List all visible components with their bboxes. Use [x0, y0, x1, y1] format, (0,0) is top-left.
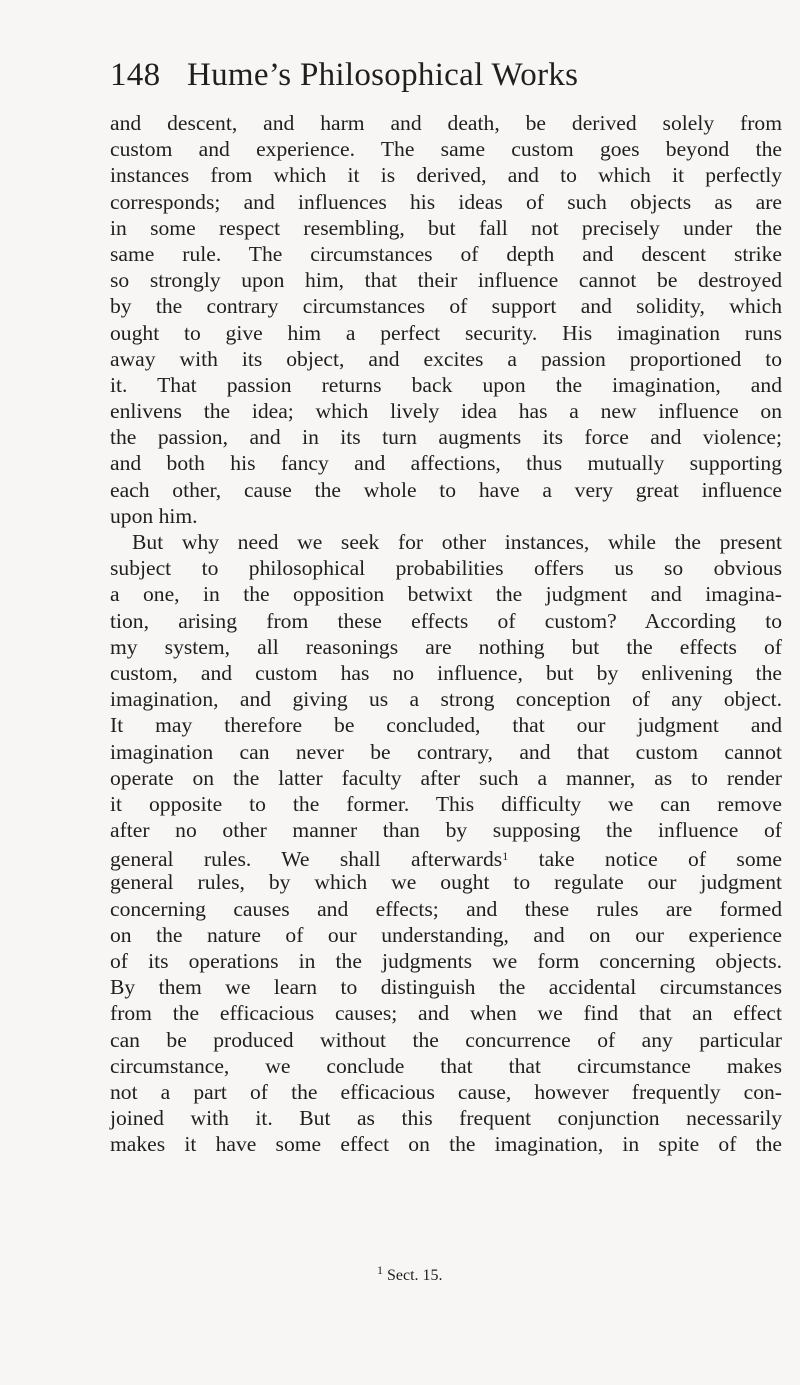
text-line: subject to philosophical probabilities offers us so obvious — [110, 556, 782, 581]
footnote-number: 1 — [377, 1263, 383, 1277]
text-line: joined with it. But as this frequent conjunction necessarily — [110, 1106, 782, 1131]
text-segment: take notice of some — [508, 847, 782, 872]
text-line: But why need we seek for other instances, while the present — [132, 530, 782, 554]
text-line: after no other manner than by supposing the influence of — [110, 818, 782, 843]
text-line: my system, all reasonings are nothing but the effects of — [110, 634, 782, 659]
text-line: custom, and custom has no influence, but by enlivening the — [110, 660, 782, 685]
text-line: it. That passion returns back upon the imagination, and — [110, 372, 782, 397]
text-line: on the nature of our understanding, and on our experience — [110, 922, 782, 947]
text-line: tion, arising from these effects of custom? According to — [110, 608, 782, 633]
text-line: a one, in the opposition betwixt the judgment and imagina- — [110, 582, 782, 607]
text-line: and both his fancy and affections, thus mutually supporting — [110, 451, 782, 476]
text-line: in some respect resembling, but fall not precisely under the — [110, 215, 782, 240]
running-title: Hume’s Philosophical Works — [186, 57, 579, 93]
text-line: away with its object, and excites a passion proportioned to — [110, 346, 782, 371]
text-line: so strongly upon him, that their influence cannot be destroyed — [110, 268, 782, 293]
text-line: each other, cause the whole to have a very great influence — [110, 477, 782, 502]
text-line: not a part of the efficacious cause, however frequently con- — [110, 1079, 782, 1104]
text-line: from the efficacious causes; and when we find that an effect — [110, 1001, 782, 1026]
text-line: same rule. The circumstances of depth and descent strike — [110, 241, 782, 266]
text-line: imagination can never be contrary, and that custom cannot — [110, 739, 782, 764]
text-line: and descent, and harm and death, be derived solely from — [110, 111, 782, 135]
text-segment: general rules. We shall afterwards — [110, 847, 503, 872]
page-number: 148 — [110, 57, 161, 93]
text-line: corresponds; and influences his ideas of such objects as are — [110, 189, 782, 214]
text-line: upon him. — [110, 503, 198, 528]
text-line: imagination, and giving us a strong conception of any object. — [110, 687, 782, 712]
text-line: it opposite to the former. This difficulty we can remove — [110, 791, 782, 816]
text-line: can be produced without the concurrence of any particular — [110, 1027, 782, 1052]
text-line-with-note — [110, 843, 782, 872]
running-header — [110, 50, 710, 100]
text-line: custom and experience. The same custom goes beyond the — [110, 137, 782, 162]
text-line: operate on the latter faculty after such a manner, as to render — [110, 765, 782, 790]
footnote-text: Sect. 15. — [383, 1267, 443, 1284]
text-line: enlivens the idea; which lively idea has a new influence on — [110, 399, 782, 424]
text-line: makes it have some effect on the imagination, in spite of the — [110, 1132, 782, 1157]
text-line: It may therefore be concluded, that our judgment and — [110, 713, 782, 738]
text-line: concerning causes and effects; and these rules are formed — [110, 896, 782, 921]
text-line: of its operations in the judgments we form concerning objects. — [110, 949, 782, 973]
text-line: the passion, and in its turn augments its force and violence; — [110, 425, 782, 450]
text-line: by the contrary circumstances of support and solidity, which — [110, 294, 782, 319]
text-line: general rules, by which we ought to regulate our judgment — [110, 870, 782, 895]
text-line: By them we learn to distinguish the accidental circumstances — [110, 975, 782, 1000]
footnote — [377, 1259, 443, 1287]
body-text — [110, 110, 782, 1158]
text-line: circumstance, we conclude that that circumstance makes — [110, 1053, 782, 1078]
text-line: instances from which it is derived, and to which it perfectly — [110, 163, 782, 188]
footnote-marker[interactable]: 1 — [502, 849, 509, 864]
text-line: ought to give him a perfect security. His imagination runs — [110, 320, 782, 345]
